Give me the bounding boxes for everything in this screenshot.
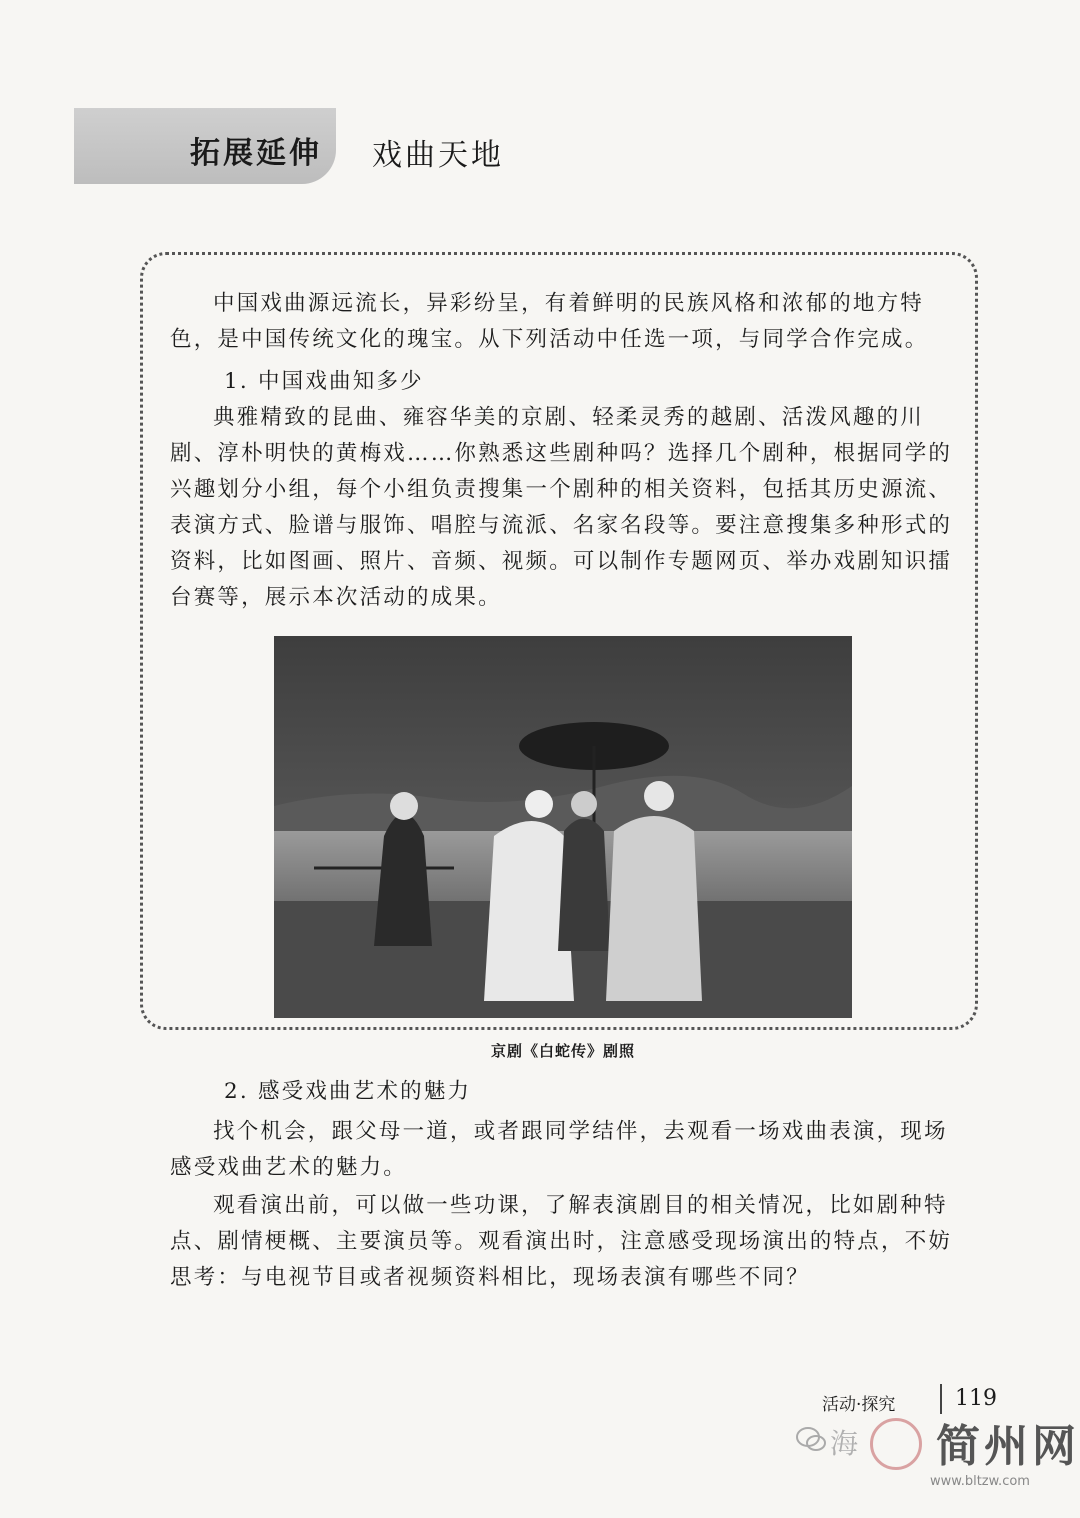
intro-paragraph: 中国戏曲源远流长，异彩纷呈，有着鲜明的民族风格和浓郁的地方特色，是中国传统文化的瑰宝。从下列活动中任选一项，与同学合作完成。 [170, 291, 929, 352]
photo-caption: 京剧《白蛇传》剧照 [490, 1042, 635, 1060]
watermark-seal-icon [870, 1418, 922, 1470]
opera-photo [274, 636, 852, 1018]
activity2-body1: 找个机会，跟父母一道，或者跟同学结伴，去观看一场戏曲表演，现场感受戏曲艺术的魅力。 [170, 1119, 948, 1180]
section-title: 戏曲天地 [372, 138, 504, 173]
footer-chapter-label: 活动·探究 [822, 1395, 896, 1415]
section-label: 拓展延伸 [190, 136, 322, 171]
activity1-heading: 1. 中国戏曲知多少 [224, 369, 424, 394]
activity1-body: 典雅精致的昆曲、雍容华美的京剧、轻柔灵秀的越剧、活泼风趣的川剧、淳朴明快的黄梅戏……你熟悉这些剧种吗？选择几个剧种，根据同学的兴趣划分小组，每个小组负责搜集一个剧种的相关资料，包括其历史源流、表演方式、脸谱与服饰、唱腔与流派、名家名段等。要注意搜集多种形式的资料，比如图画、照片、音频、视频。可以制作专题网页、举办戏剧知识擂台赛等，展示本次活动的成果。 [170, 405, 953, 610]
activity2-heading: 2. 感受戏曲艺术的魅力 [224, 1079, 472, 1104]
opera-stage-image [274, 636, 852, 1018]
wechat-icon [796, 1426, 826, 1454]
watermark-brand: 简州网 [936, 1421, 1080, 1472]
page-number: 119 [955, 1386, 997, 1411]
watermark-text: 海 [830, 1427, 861, 1460]
activity2-body2: 观看演出前，可以做一些功课，了解表演剧目的相关情况，比如剧种特点、剧情梗概、主要演员等。观看演出时，注意感受现场演出的特点，不妨思考：与电视节目或者视频资料相比，现场表演有哪些不同？ [170, 1193, 953, 1290]
watermark-url: www.bltzw.com [930, 1474, 1030, 1489]
